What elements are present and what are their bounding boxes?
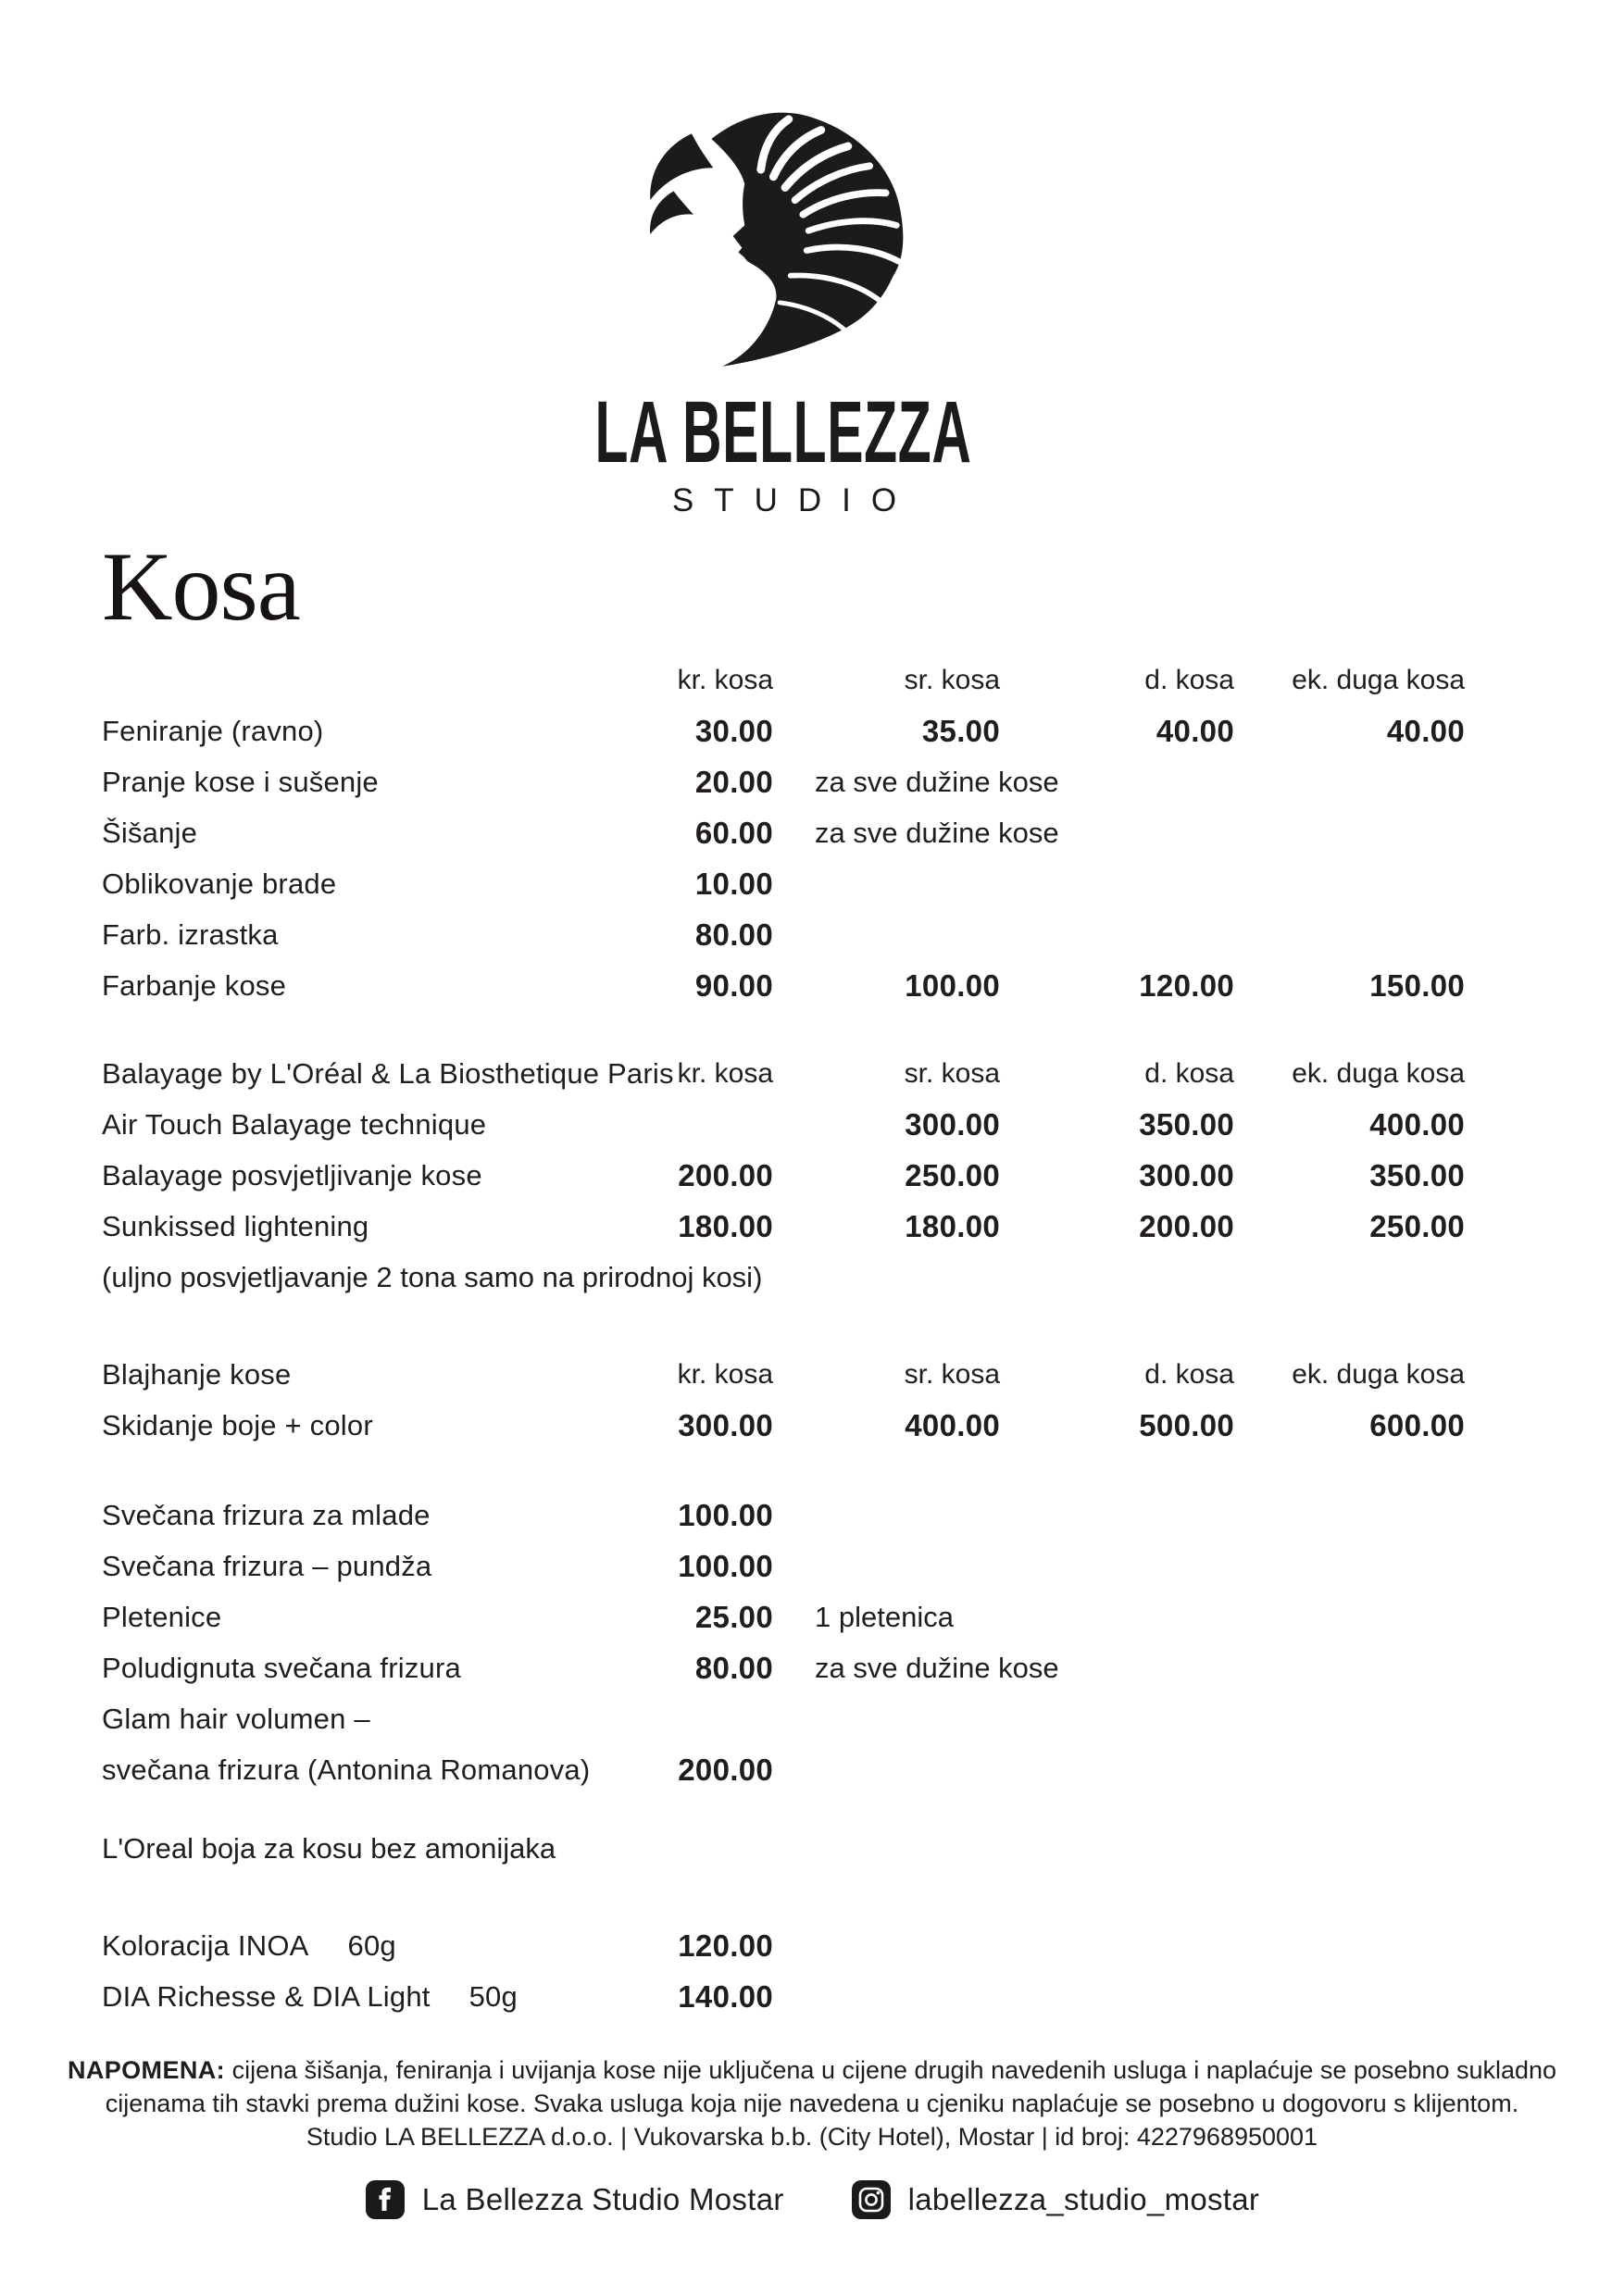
qty-label: 60g	[347, 1928, 396, 1962]
price-value: 100.00	[678, 1497, 773, 1532]
price-value: 30.00	[694, 713, 773, 748]
table-row	[102, 807, 1465, 858]
column-header: ek. duga kosa	[1292, 664, 1465, 695]
price-value: 350.00	[1139, 1106, 1234, 1142]
price-value: 200.00	[1139, 1208, 1234, 1243]
section-label: Blajhanje kose	[102, 1357, 292, 1391]
column-header: d. kosa	[1144, 1057, 1234, 1089]
qty-label: 50g	[468, 1979, 518, 2013]
price-table-basic	[102, 655, 1465, 1011]
service-label: Sunkissed lightening	[102, 1209, 369, 1242]
service-label: Oblikovanje brade	[102, 867, 337, 900]
section-header-row	[102, 1048, 1465, 1099]
price-note: za sve dužine kose	[815, 765, 1059, 798]
price-table-koloracija	[102, 1823, 1465, 2022]
price-value: 200.00	[678, 1752, 773, 1787]
column-header: sr. kosa	[904, 1358, 1000, 1390]
service-label: Svečana frizura – pundža	[102, 1549, 432, 1582]
facebook-icon	[365, 2179, 406, 2220]
product-name: Koloracija INOA	[102, 1928, 309, 1962]
instagram-label: labellezza_studio_mostar	[907, 2182, 1260, 2216]
price-value: 200.00	[678, 1157, 773, 1192]
table-row	[102, 1642, 1465, 1693]
price-value: 500.00	[1139, 1407, 1234, 1442]
price-value: 400.00	[1369, 1106, 1465, 1142]
column-header: kr. kosa	[677, 1358, 773, 1390]
price-value: 150.00	[1369, 967, 1465, 1003]
service-label: Pranje kose i sušenje	[102, 765, 379, 798]
table-row	[102, 1920, 1465, 1971]
price-note: za sve dužine kose	[815, 816, 1059, 849]
table-row	[102, 960, 1465, 1011]
social-link-facebook[interactable]	[365, 2179, 784, 2220]
price-value: 250.00	[905, 1157, 1000, 1192]
service-label: Skidanje boje + color	[102, 1408, 373, 1441]
price-value: 400.00	[905, 1407, 1000, 1442]
footnote-row	[102, 1252, 1465, 1303]
price-value: 90.00	[694, 967, 773, 1003]
price-value: 350.00	[1369, 1157, 1465, 1192]
price-value: 300.00	[678, 1407, 773, 1442]
table-row	[102, 756, 1465, 807]
service-label: Farbanje kose	[102, 968, 287, 1002]
table-row	[102, 1971, 1465, 2022]
note-label: NAPOMENA:	[67, 2056, 226, 2084]
price-value: 40.00	[1156, 713, 1234, 748]
price-value: 300.00	[1139, 1157, 1234, 1192]
price-value: 80.00	[694, 1650, 773, 1685]
price-value: 35.00	[921, 713, 1000, 748]
table-row	[102, 909, 1465, 960]
table-row	[102, 705, 1465, 756]
price-value: 140.00	[678, 1978, 773, 2014]
note-text: cijena šišanja, feniranja i uvijanja kose nije uključena u cijene drugih navedenih usluga i naplaćuje se posebno sukladno	[231, 2056, 1557, 2084]
column-header: kr. kosa	[677, 664, 773, 695]
table-row	[102, 1744, 1465, 1795]
column-header: sr. kosa	[904, 664, 1000, 695]
table-row	[102, 1490, 1465, 1541]
price-value: 180.00	[905, 1208, 1000, 1243]
table-row	[102, 1693, 1465, 1744]
price-value: 600.00	[1369, 1407, 1465, 1442]
service-label: Pletenice	[102, 1600, 222, 1633]
table-row	[102, 858, 1465, 909]
price-value: 80.00	[694, 917, 773, 952]
address-line: Studio LA BELLEZZA d.o.o. | Vukovarska b.b. (City Hotel), Mostar | id broj: 4227968950001	[306, 2123, 1318, 2151]
page-title: Kosa	[102, 532, 300, 641]
table-row	[102, 1591, 1465, 1642]
service-label: Poludignuta svečana frizura	[102, 1651, 461, 1684]
price-table-balayage	[102, 1048, 1465, 1303]
price-value: 120.00	[678, 1928, 773, 1963]
woman-profile-hair-icon	[102, 83, 1465, 389]
price-value: 250.00	[1369, 1208, 1465, 1243]
brand-wordmark: LA BELLEZZA	[594, 383, 972, 481]
column-header: d. kosa	[1144, 1358, 1234, 1390]
price-value: 120.00	[1139, 967, 1234, 1003]
brand-logo	[102, 0, 1465, 519]
social-link-instagram[interactable]	[851, 2179, 1260, 2220]
column-header-row	[102, 655, 1465, 705]
price-note: za sve dužine kose	[815, 1651, 1059, 1684]
price-value: 180.00	[678, 1208, 773, 1243]
column-header: ek. duga kosa	[1292, 1358, 1465, 1390]
service-label: Farb. izrastka	[102, 917, 279, 951]
section-footnote: (uljno posvjetljavanje 2 tona samo na prirodnoj kosi)	[102, 1260, 763, 1293]
price-value: 100.00	[905, 967, 1000, 1003]
table-row	[102, 1400, 1465, 1451]
service-label: Balayage posvjetljivanje kose	[102, 1158, 482, 1192]
column-header: kr. kosa	[677, 1057, 773, 1089]
price-note: 1 pletenica	[815, 1600, 954, 1633]
product-name: DIA Richesse & DIA Light	[102, 1979, 431, 2013]
table-row	[102, 1541, 1465, 1591]
price-value: 10.00	[694, 866, 773, 901]
service-label: Šišanje	[102, 816, 198, 849]
column-header: d. kosa	[1144, 664, 1234, 695]
service-label: Air Touch Balayage technique	[102, 1107, 487, 1141]
service-label: Feniranje (ravno)	[102, 714, 324, 747]
social-row	[0, 2179, 1624, 2220]
price-value: 300.00	[905, 1106, 1000, 1142]
price-value: 60.00	[694, 815, 773, 850]
column-header: ek. duga kosa	[1292, 1057, 1465, 1089]
facebook-label: La Bellezza Studio Mostar	[421, 2182, 784, 2216]
service-label: Glam hair volumen –	[102, 1702, 370, 1735]
price-value: 25.00	[694, 1599, 773, 1634]
section-label: Balayage by L'Oréal & La Biosthetique Paris	[102, 1056, 674, 1090]
footer	[0, 2053, 1624, 2220]
column-header: sr. kosa	[904, 1057, 1000, 1089]
service-label: Svečana frizura za mlade	[102, 1498, 431, 1531]
service-label	[102, 1929, 509, 1963]
brand-subtitle: STUDIO	[671, 482, 918, 518]
price-table-blajhanje	[102, 1349, 1465, 1451]
service-label: svečana frizura (Antonina Romanova)	[102, 1753, 591, 1786]
note-line-2: cijenama tih stavki prema dužini kose. Svaka usluga koja nije navedena u cjeniku naplaćuje se posebno u dogovoru s klijentom.	[105, 2090, 1519, 2117]
note-line-1	[0, 2053, 1624, 2087]
price-value: 20.00	[694, 764, 773, 799]
price-value: 100.00	[678, 1548, 773, 1583]
service-label	[102, 1979, 518, 2014]
products-intro: L'Oreal boja za kosu bez amonijaka	[102, 1831, 556, 1865]
price-table-svecane	[102, 1490, 1465, 1795]
intro-row	[102, 1823, 1465, 1874]
price-value: 40.00	[1386, 713, 1465, 748]
table-row	[102, 1150, 1465, 1201]
table-row	[102, 1201, 1465, 1252]
table-row	[102, 1099, 1465, 1150]
section-header-row	[102, 1349, 1465, 1400]
instagram-icon	[851, 2179, 892, 2220]
